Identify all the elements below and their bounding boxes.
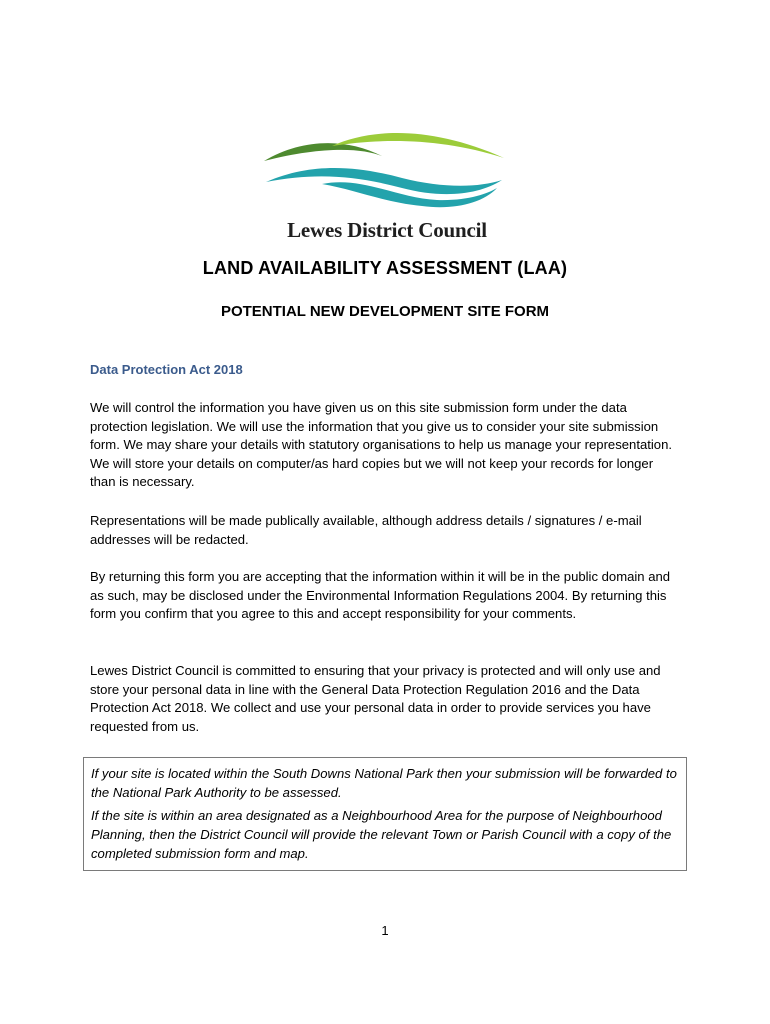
- logo-dark-green-swoosh: [264, 143, 382, 161]
- council-logo: [262, 126, 512, 246]
- page-subtitle: POTENTIAL NEW DEVELOPMENT SITE FORM: [220, 303, 550, 320]
- data-protection-heading: Data Protection Act 2018: [90, 362, 243, 377]
- notice-box: [83, 757, 687, 871]
- logo-text: Lewes District Council: [287, 218, 487, 242]
- notice-national-park: If your site is located within the South Downs National Park then your submission will be forwarded to the National Park Authority to be assessed.: [91, 766, 677, 800]
- paragraph-public-domain: By returning this form you are accepting that the information within it will be in the public domain and as such, may be disclosed under the Environmental Information Regulations 2004. By returning this form you confirm that you agree to this and accept responsibility for your comments.: [90, 569, 671, 622]
- council-logo-swoosh-icon: [262, 126, 512, 216]
- paragraph-data-control: We will control the information you have given us on this site submission form under the data protection legislation. We will use the information that you give us to consider your site submission form. We may share your details with statutory organisations to help us manage your representation. We will store your details on computer/as hard copies but we will not keep your records for longer than is necessary.: [90, 400, 672, 490]
- notice-neighbourhood-area: If the site is within an area designated as a Neighbourhood Area for the purpose of Neighbourhood Planning, then the District Council will provide the relevant Town or Parish Council with a copy of the completed submission form and map.: [91, 808, 672, 861]
- page-number: 1: [381, 923, 389, 938]
- paragraph-privacy: Lewes District Council is committed to ensuring that your privacy is protected and will only use and store your personal data in line with the General Data Protection Regulation 2016 and the Data Protection Act 2018. We collect and use your personal data in order to provide services you have requested from us.: [90, 663, 661, 734]
- logo-light-green-swoosh: [332, 133, 504, 158]
- paragraph-redaction: Representations will be made publically available, although address details / signatures / e-mail addresses will be redacted.: [90, 513, 642, 547]
- page-title: LAND AVAILABILITY ASSESSMENT (LAA): [202, 258, 568, 278]
